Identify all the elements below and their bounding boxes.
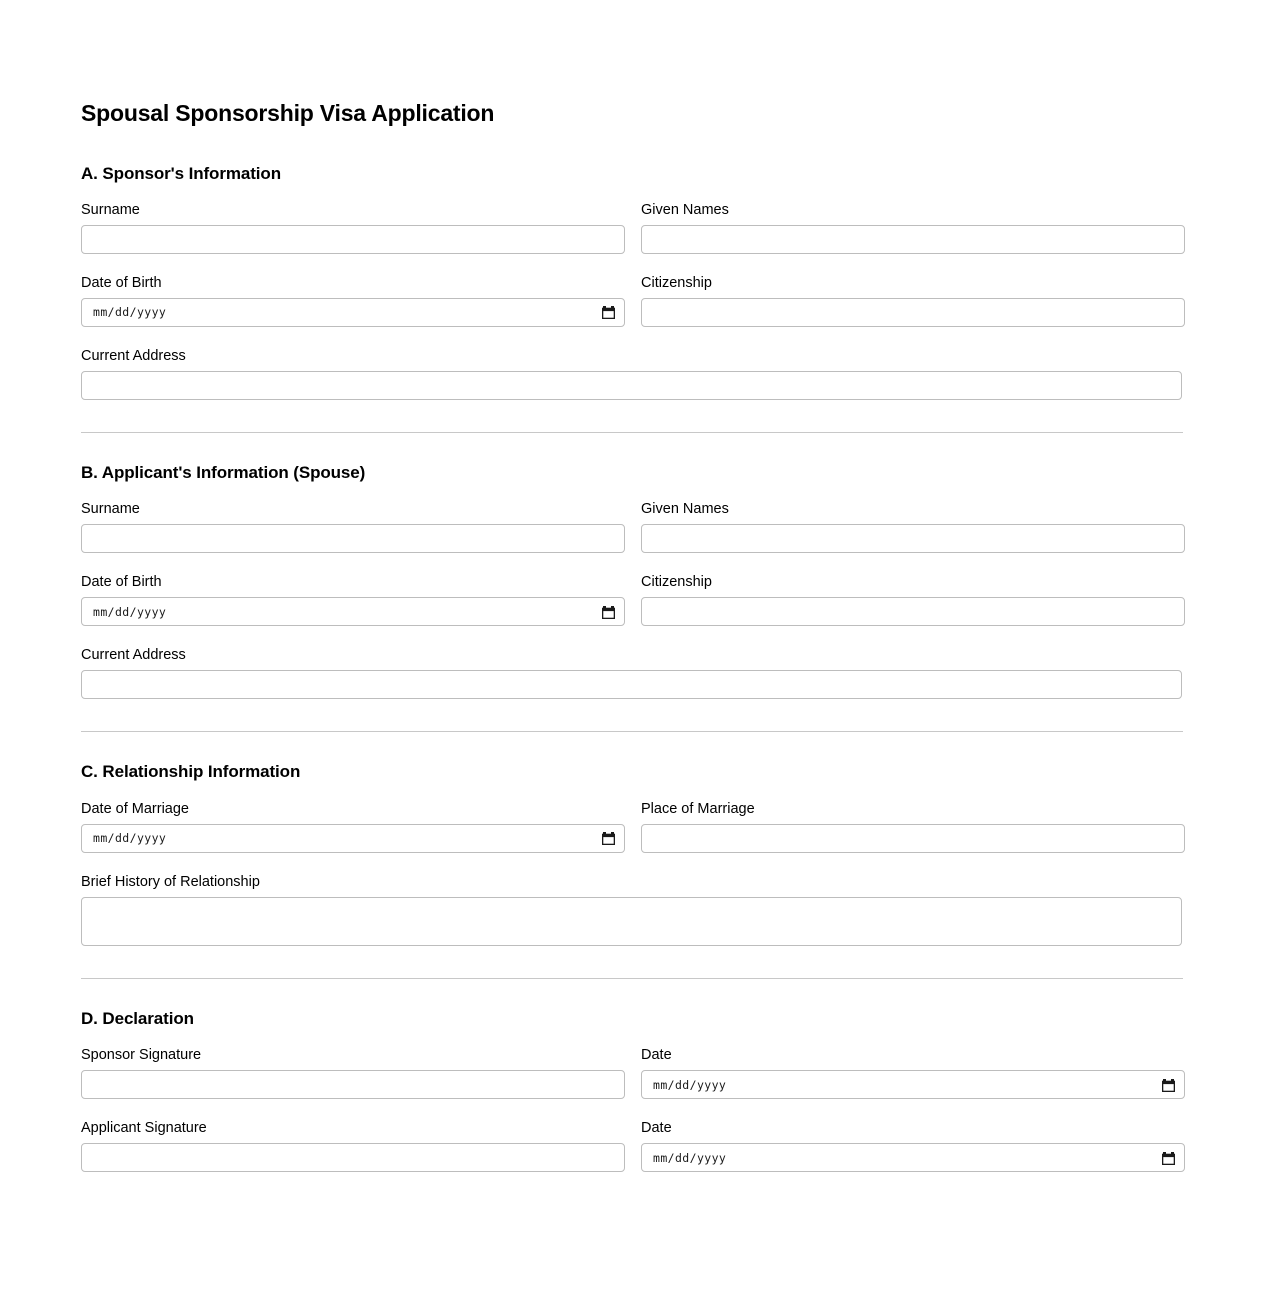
field-group-relationship-history bbox=[81, 874, 1182, 946]
label-applicant-given-names: Given Names bbox=[641, 501, 729, 518]
field-group-applicant-date-of-birth bbox=[81, 574, 625, 626]
date-placeholder: mm/dd/yyyy bbox=[93, 604, 167, 619]
field-group-sponsor-surname bbox=[81, 202, 625, 254]
calendar-icon[interactable] bbox=[1162, 1078, 1175, 1092]
input-relationship-history[interactable] bbox=[81, 897, 1182, 946]
form-row bbox=[81, 1047, 1182, 1099]
input-applicant-citizenship[interactable] bbox=[641, 597, 1185, 626]
input-place-of-marriage[interactable] bbox=[641, 824, 1185, 853]
input-applicant-signature[interactable] bbox=[81, 1143, 625, 1172]
input-sponsor-surname[interactable] bbox=[81, 225, 625, 254]
input-applicant-given-names[interactable] bbox=[641, 524, 1185, 553]
date-placeholder: mm/dd/yyyy bbox=[653, 1150, 727, 1165]
input-sponsor-signature[interactable] bbox=[81, 1070, 625, 1099]
field-group-applicant-surname bbox=[81, 501, 625, 553]
field-group-applicant-given-names bbox=[641, 501, 1185, 553]
input-sponsor-date-of-birth[interactable] bbox=[81, 298, 625, 327]
label-sponsor-signature: Sponsor Signature bbox=[81, 1047, 202, 1064]
section-divider bbox=[81, 731, 1183, 732]
label-date-of-marriage: Date of Marriage bbox=[81, 800, 189, 817]
field-group-applicant-citizenship bbox=[641, 574, 1185, 626]
section-heading-sponsor: A. Sponsor's Information bbox=[81, 163, 281, 183]
label-applicant-date: Date bbox=[641, 1120, 672, 1137]
input-applicant-surname[interactable] bbox=[81, 524, 625, 553]
input-date-of-marriage[interactable] bbox=[81, 824, 625, 853]
label-applicant-date-of-birth: Date of Birth bbox=[81, 574, 162, 591]
label-applicant-surname: Surname bbox=[81, 501, 140, 518]
input-sponsor-given-names[interactable] bbox=[641, 225, 1185, 254]
label-sponsor-surname: Surname bbox=[81, 201, 140, 218]
calendar-icon[interactable] bbox=[602, 305, 615, 319]
section-heading-applicant: B. Applicant's Information (Spouse) bbox=[81, 462, 366, 482]
section-heading-declaration: D. Declaration bbox=[81, 1008, 194, 1028]
date-placeholder: mm/dd/yyyy bbox=[93, 305, 167, 320]
calendar-icon[interactable] bbox=[1162, 1151, 1175, 1165]
field-group-sponsor-date-of-birth bbox=[81, 275, 625, 327]
field-group-place-of-marriage bbox=[641, 801, 1185, 853]
form-row bbox=[81, 1120, 1182, 1172]
calendar-icon[interactable] bbox=[602, 605, 615, 619]
field-group-sponsor-date bbox=[641, 1047, 1185, 1099]
section-divider bbox=[81, 432, 1183, 433]
input-applicant-date-of-birth[interactable] bbox=[81, 597, 625, 626]
form-row bbox=[81, 348, 1182, 400]
form-row bbox=[81, 874, 1182, 946]
section-applicant-information bbox=[81, 463, 1182, 699]
form-row bbox=[81, 202, 1182, 254]
label-sponsor-current-address: Current Address bbox=[81, 347, 186, 364]
field-group-sponsor-citizenship bbox=[641, 275, 1185, 327]
field-group-sponsor-given-names bbox=[641, 202, 1185, 254]
field-group-applicant-date bbox=[641, 1120, 1185, 1172]
form-row bbox=[81, 647, 1182, 699]
label-applicant-current-address: Current Address bbox=[81, 647, 186, 664]
field-group-sponsor-signature bbox=[81, 1047, 625, 1099]
label-applicant-citizenship: Citizenship bbox=[641, 574, 712, 591]
label-applicant-signature: Applicant Signature bbox=[81, 1120, 207, 1137]
input-sponsor-citizenship[interactable] bbox=[641, 298, 1185, 327]
section-divider bbox=[81, 978, 1183, 979]
label-sponsor-given-names: Given Names bbox=[641, 201, 729, 218]
form-row bbox=[81, 574, 1182, 626]
label-sponsor-date-of-birth: Date of Birth bbox=[81, 274, 162, 291]
input-applicant-current-address[interactable] bbox=[81, 670, 1182, 699]
label-place-of-marriage: Place of Marriage bbox=[641, 800, 755, 817]
page-title: Spousal Sponsorship Visa Application bbox=[81, 100, 495, 126]
date-placeholder: mm/dd/yyyy bbox=[653, 1077, 727, 1092]
form-row bbox=[81, 801, 1182, 853]
calendar-icon[interactable] bbox=[602, 831, 615, 845]
input-applicant-date[interactable] bbox=[641, 1143, 1185, 1172]
field-group-applicant-signature bbox=[81, 1120, 625, 1172]
form-row bbox=[81, 275, 1182, 327]
label-sponsor-date: Date bbox=[641, 1047, 672, 1064]
date-placeholder: mm/dd/yyyy bbox=[93, 831, 167, 846]
input-sponsor-date[interactable] bbox=[641, 1070, 1185, 1099]
form-row bbox=[81, 501, 1182, 553]
input-sponsor-current-address[interactable] bbox=[81, 371, 1182, 400]
label-relationship-history: Brief History of Relationship bbox=[81, 873, 260, 890]
field-group-sponsor-current-address bbox=[81, 348, 1182, 400]
label-sponsor-citizenship: Citizenship bbox=[641, 274, 712, 291]
section-sponsor-information bbox=[81, 164, 1182, 400]
section-relationship-information bbox=[81, 762, 1182, 945]
section-heading-relationship: C. Relationship Information bbox=[81, 762, 301, 782]
field-group-applicant-current-address bbox=[81, 647, 1182, 699]
section-declaration bbox=[81, 1009, 1182, 1172]
field-group-date-of-marriage bbox=[81, 801, 625, 853]
